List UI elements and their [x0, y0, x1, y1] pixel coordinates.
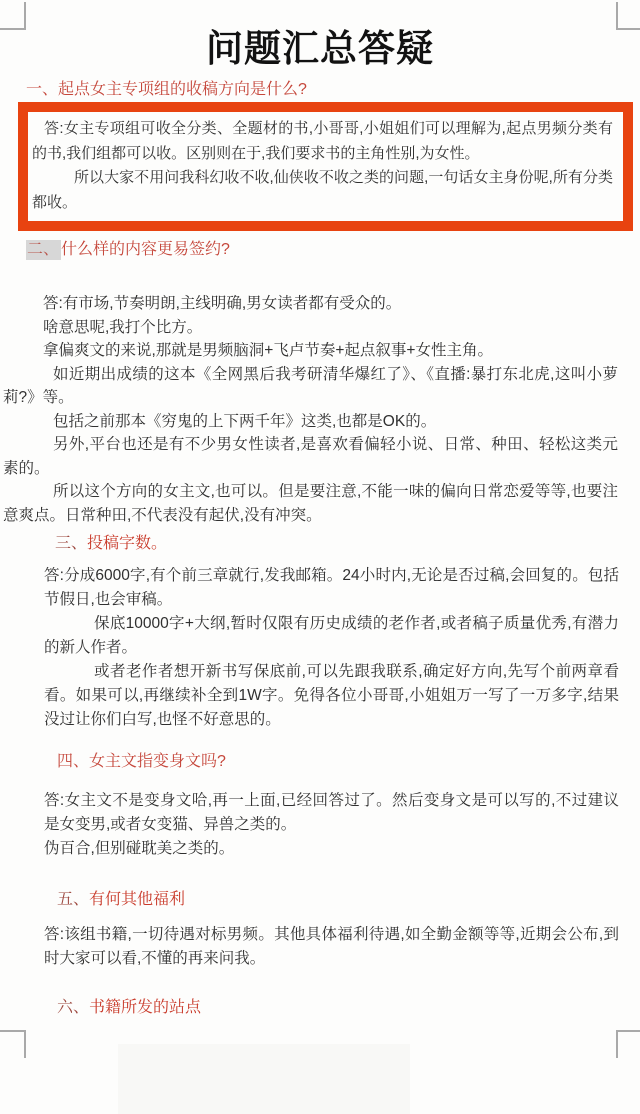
- section-title: 起点女主专项组的收稿方向是什么?: [58, 81, 307, 98]
- section-title: 书籍所发的站点: [89, 999, 202, 1016]
- answer-paragraph: 拿偏爽文的来说,那就是男频脑洞+飞卢节奏+起点叙事+女性主角。: [43, 342, 493, 359]
- answer-paragraph: 答:有市场,节奏明朗,主线明确,男女读者都有受众的。: [43, 295, 402, 312]
- answer-paragraph: 保底10000字+大纲,暂时仅限有历史成绩的老作者,或者稿子质量优秀,有潜力的新人作者。: [44, 615, 619, 656]
- section-title: 什么样的内容更易签约?: [61, 241, 230, 258]
- section-number: 三、: [55, 535, 88, 552]
- section-answer-5: [44, 923, 619, 971]
- section-title: 有何其他福利: [89, 891, 186, 908]
- section-heading-6: [57, 997, 201, 1018]
- answer-paragraph: 另外,平台也还是有不少男女性读者,是喜欢看偏轻小说、日常、种田、轻松这类元素的。: [3, 436, 618, 477]
- section-heading-1: [26, 79, 307, 100]
- answer-paragraph: 伪百合,但别碰耽美之类的。: [44, 840, 235, 857]
- answer-paragraph: 啥意思呢,我打个比方。: [43, 318, 203, 336]
- section-heading-5: [57, 889, 185, 910]
- answer-paragraph: 答:分成6000字,有个前三章就行,发我邮箱。24小时内,无论是否过稿,会回复的。包括节假日,也会审稿。: [44, 567, 619, 608]
- section-title: 女主文指变身文吗?: [89, 753, 226, 770]
- answer-paragraph: 答:女主专项组可收全分类、全题材的书,小哥哥,小姐姐们可以理解为,起点男频分类有的书,我们组都可以收。区别则在于,我们要求书的主角性别,为女性。: [32, 120, 613, 162]
- page-title: 问题汇总答疑: [206, 28, 434, 69]
- section-number: 二、: [27, 241, 60, 258]
- section-title: 投稿字数。: [87, 535, 168, 552]
- section-number: 六、: [57, 999, 90, 1016]
- answer-paragraph: 如近期出成绩的这本《全网黑后我考研清华爆红了》、《直播:暴打东北虎,这叫小萝莉?》等。: [3, 365, 618, 406]
- section-heading-4: [57, 751, 226, 772]
- section-answer-4: [44, 789, 619, 861]
- answer-paragraph: 答:该组书籍,一切待遇对标男频。其他具体福利待遇,如全勤金额等等,近期会公布,到时大家可以看,不懂的再来问我。: [44, 926, 619, 967]
- section-number: 四、: [57, 753, 90, 770]
- answer-paragraph: 或者老作者想开新书写保底前,可以先跟我联系,确定好方向,先写个前两章看看。如果可以,再继续补全到1W字。免得各位小哥哥,小姐姐万一写了一万多字,结果没过让你们白写,也怪不好意思的。: [44, 663, 619, 728]
- answer-paragraph: 答:女主文不是变身文哈,再一上面,已经回答过了。然后变身文是可以写的,不过建议是女变男,或者女变猫、异兽之类的。: [44, 792, 619, 833]
- section-number: 一、: [26, 81, 59, 98]
- highlighted-answer-box: [18, 102, 633, 231]
- section-answer-3: [44, 564, 619, 732]
- answer-paragraph: 所以大家不用问我科幻收不收,仙侠收不收之类的问题,一句话女主身份呢,所有分类都收。: [32, 169, 613, 211]
- answer-paragraph: 所以这个方向的女主文,也可以。但是要注意,不能一味的偏向日常恋爱等等,也要注意爽点。日常种田,不代表没有起伏,没有冲突。: [3, 483, 618, 524]
- photo-shading-artifact: [118, 1044, 410, 1114]
- section-heading-3: [55, 533, 167, 554]
- section-heading-2: [26, 239, 230, 260]
- section-number: 五、: [57, 891, 90, 908]
- section-answer-2: [3, 292, 618, 527]
- answer-paragraph: 包括之前那本《穷鬼的上下两千年》这类,也都是OK的。: [53, 412, 437, 430]
